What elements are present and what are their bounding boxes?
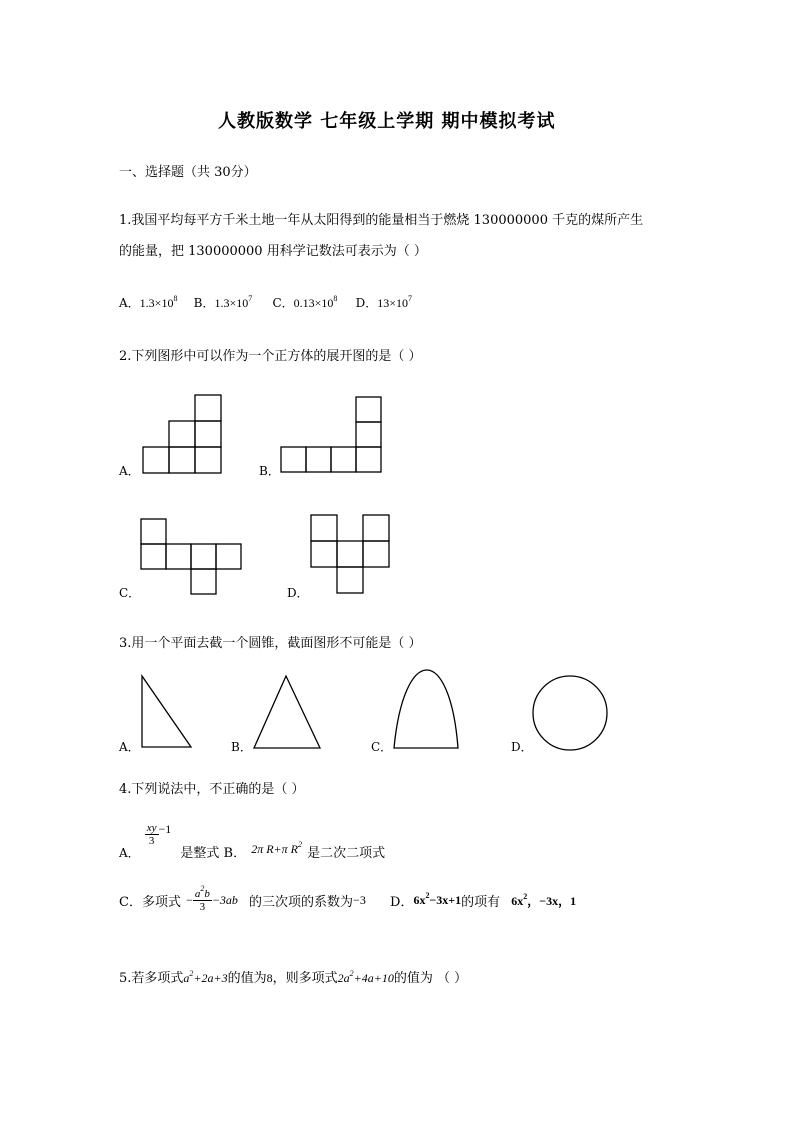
q4-option-a-fraction: $\frac{xy}{3}$ <box>146 822 157 847</box>
q2-option-a-label: A． <box>119 464 140 478</box>
q4-option-d-expr: $6x^2-3x+1$ <box>413 891 462 907</box>
q4-option-c-tail: −3ab <box>211 893 238 907</box>
q4-option-c-text: 的三次项的系数为 <box>249 895 354 910</box>
q3-isosceles-triangle-figure <box>252 675 332 755</box>
q4-option-c-fraction: $\frac{a^2b}{3}$ <box>194 884 210 913</box>
q3-option-b-label: B． <box>231 740 252 754</box>
q4-option-c-value: −3 <box>353 893 366 907</box>
q2-net-b-figure <box>280 396 390 476</box>
q2-option-c-label: C． <box>119 586 141 600</box>
q3-stem: 3.用一个平面去截一个圆锥，截面图形不可能是（ ） <box>119 636 422 651</box>
q1-stem-line1: 1.我国平均每平方千米土地一年从太阳得到的能量相当于燃烧 130000000 千克的煤所产生 <box>119 213 644 228</box>
q4-option-b-expr: 2π R+π R2 <box>251 840 302 856</box>
q5-expr-2: $2a^2+4a+10$ <box>337 969 394 985</box>
q4-option-a-text: 是整式 B． <box>180 846 247 861</box>
q4-option-c-label: C．多项式 <box>119 895 181 910</box>
q1-option-d-value: $13\times 10^7$ <box>377 294 412 310</box>
section-heading: 一、选择题（共 30分） <box>119 165 257 180</box>
q1-option-b-value: $1.3\times 10^7$ <box>214 294 253 310</box>
q2-net-c-figure <box>140 518 250 598</box>
q4-option-d-text: 的项有 <box>461 895 501 910</box>
q4-option-cd <box>119 884 577 913</box>
q4-stem: 4.下列说法中，不正确的是（ ） <box>119 782 305 797</box>
q3-circle-figure <box>532 675 612 755</box>
q2-stem: 2.下列图形中可以作为一个正方体的展开图的是（ ） <box>119 349 422 364</box>
q5-text-mid2: ，则多项式 <box>272 971 338 986</box>
q1-option-a-label: A． <box>119 296 140 310</box>
page-title: 人教版数学 七年级上学期 期中模拟考试 <box>218 111 556 132</box>
q4-option-ab <box>119 822 385 861</box>
q2-net-d-figure <box>310 514 400 594</box>
q4-option-b-text: 是二次二项式 <box>307 846 386 861</box>
q3-option-a-label: A． <box>119 740 140 754</box>
q1-option-c-value: $0.13\times 10^8$ <box>293 294 338 310</box>
q1-option-a-value: $1.3\times 10^8$ <box>139 294 178 310</box>
q4-option-d-label: D． <box>390 895 414 910</box>
q5-stem <box>119 967 467 986</box>
q3-option-d-label: D． <box>511 740 533 754</box>
q1-option-d-label: D． <box>355 296 378 310</box>
q5-value: 8 <box>266 971 273 985</box>
q4-option-d-terms: $6x^2$，−3x，1 <box>511 892 577 908</box>
q4-option-c-neg: − <box>186 893 193 907</box>
q2-option-d-label: D． <box>287 586 309 600</box>
q1-options <box>119 292 412 311</box>
q1-stem-line2: 的能量，把 130000000 用科学记数法可表示为（ ） <box>119 244 427 259</box>
q5-expr-1: $a^2+2a+3$ <box>183 969 228 985</box>
q4-option-a-label: A． <box>119 846 140 860</box>
q4-option-a-minus: −1 <box>158 822 172 836</box>
q5-text-mid: 的值为 <box>227 971 267 986</box>
q5-text-post: 的值为 （ ） <box>393 971 468 986</box>
q3-right-triangle-figure <box>140 675 200 755</box>
q3-option-c-label: C． <box>371 740 393 754</box>
q3-parabola-figure <box>392 666 472 756</box>
q2-net-a-figure <box>140 394 230 474</box>
q1-option-c-label: C． <box>272 296 294 310</box>
q2-option-b-label: B． <box>259 464 280 478</box>
q1-option-b-label: B． <box>193 296 215 310</box>
q5-text-pre: 5.若多项式 <box>119 971 184 986</box>
